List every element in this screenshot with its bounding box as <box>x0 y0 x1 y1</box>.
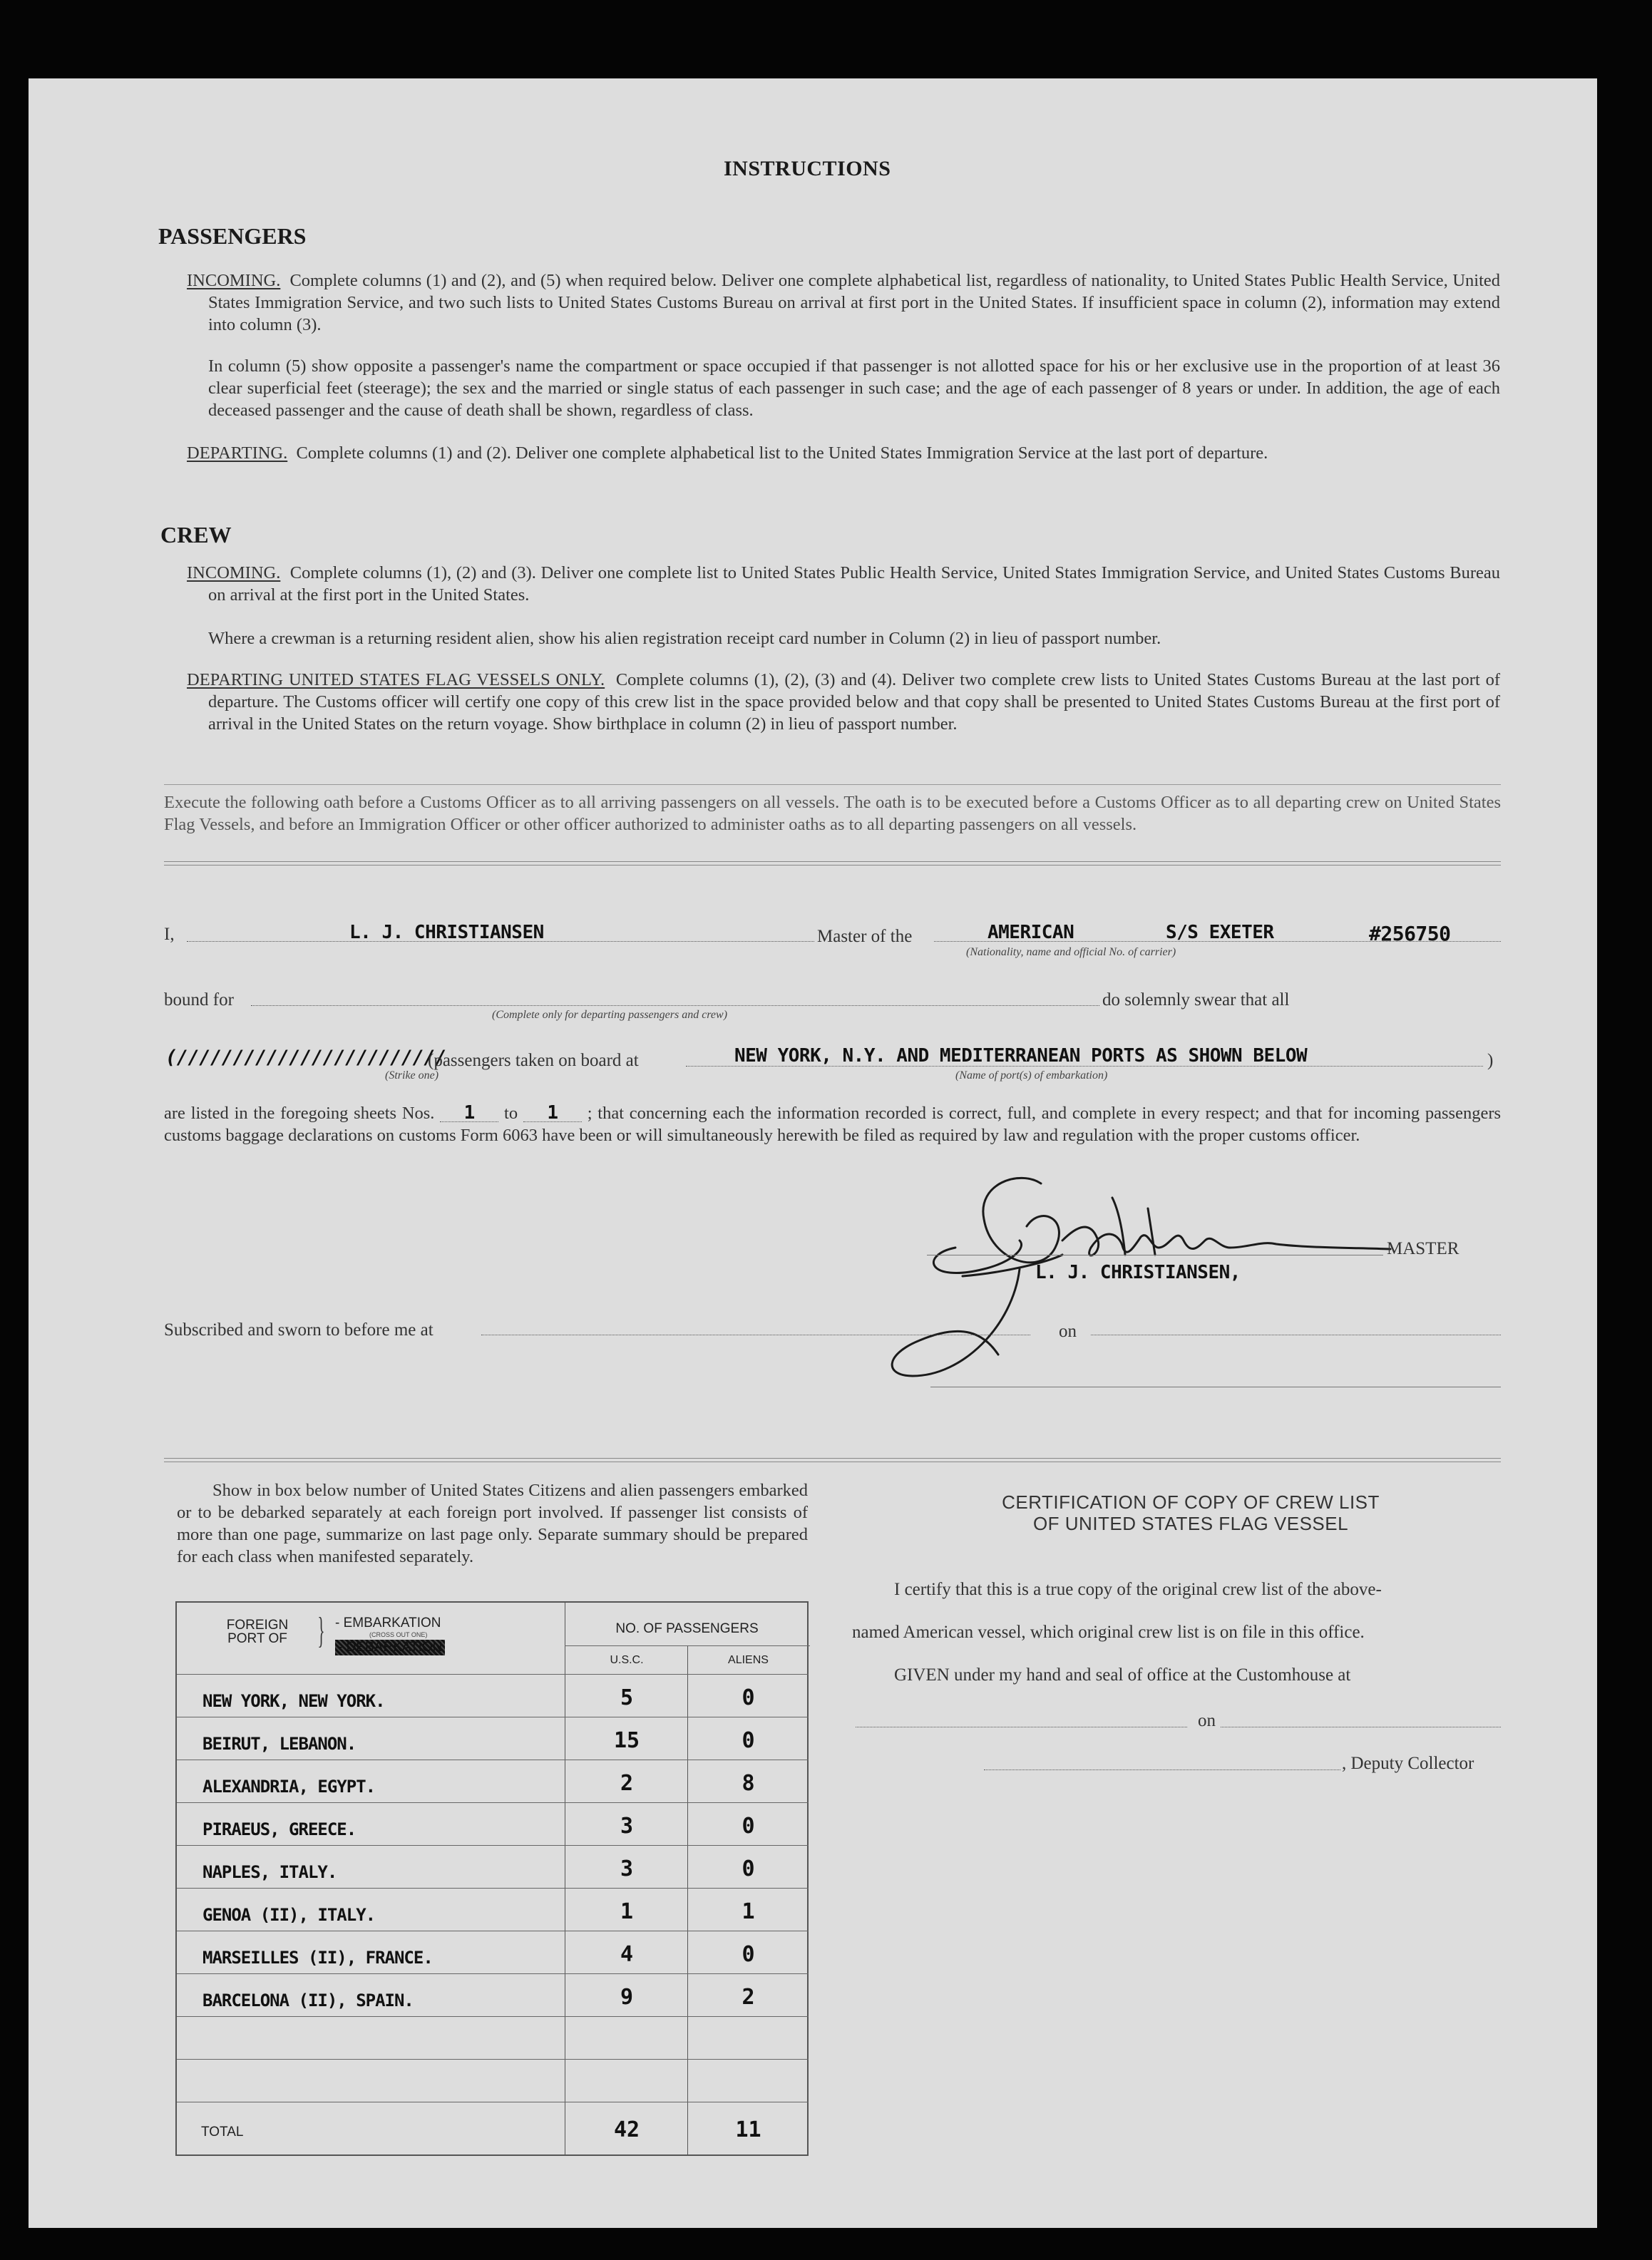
table-row-port: PIRAEUS, GREECE. <box>202 1819 356 1839</box>
summary-note: Show in box below number of United States Citizens and alien passengers embarked or to be debarked separately at each foreign port involved. If passenger list consists of more than one page, summarize on last page only. Separate summary should be prepared for each class when manifested separately. <box>177 1481 808 1566</box>
crew-incoming-label: INCOMING. <box>187 563 281 582</box>
table-row-line <box>177 1973 809 1974</box>
embarkation-ports-value: NEW YORK, N.Y. AND MEDITERRANEAN PORTS AS SHOWN BELOW <box>734 1045 1308 1067</box>
table-header-divider <box>565 1645 810 1646</box>
bound-for-label: bound for <box>164 990 234 1010</box>
sheet-from-value: 1 <box>440 1104 498 1122</box>
passengers-incoming-text: Complete columns (1) and (2), and (5) when required below. Deliver one complete alphabetical list, regardless of nationality, to United States Public Health Service, United States Immigration Service, and two such lists to United States Customs Bureau on arrival at first port in the United States. If insufficient space in column (2), information may extend into column (3). <box>208 271 1500 334</box>
table-row-aliens: 0 <box>742 1685 755 1710</box>
crew-departing-paragraph <box>187 669 1500 735</box>
close-paren: ) <box>1487 1051 1494 1070</box>
total-aliens-value: 11 <box>735 2117 761 2142</box>
oath-intro-paragraph: Execute the following oath before a Customs Officer as to all arriving passengers on all vessels. The oath is to be executed before a Customs Officer as to all departing crew on United States Flag Vessels, and before an Immigration Officer or other officer authorized to administer oaths as to all departing passengers on all vessels. <box>164 793 1501 834</box>
double-divider <box>164 861 1501 866</box>
table-row-usc: 5 <box>620 1685 634 1710</box>
swear-label: do solemnly swear that all <box>1102 990 1290 1010</box>
sheet-to-value: 1 <box>523 1104 582 1122</box>
table-row-port: BARCELONA (II), SPAIN. <box>202 1991 414 2010</box>
total-label: TOTAL <box>201 2125 244 2140</box>
deputy-collector-label: , Deputy Collector <box>1342 1754 1474 1773</box>
certification-title-2: OF UNITED STATES FLAG VESSEL <box>1032 1513 1349 1534</box>
listed-paragraph <box>164 1102 1501 1146</box>
table-row-usc: 1 <box>620 1899 634 1924</box>
divider <box>164 784 1501 785</box>
i-label: I, <box>164 925 175 944</box>
passengers-taken-label: (passengers taken on board at <box>428 1051 639 1070</box>
table-row-aliens: 0 <box>742 1814 755 1839</box>
table-row-line <box>177 2016 809 2017</box>
crew-heading: CREW <box>160 522 232 548</box>
subscribed-on-label: on <box>1059 1322 1077 1341</box>
foreign-port-of-label: FOREIGN PORT OF <box>226 1618 289 1646</box>
crew-resident-paragraph: Where a crewman is a returning resident alien, show his alien registration receipt card number in Column (2) in lieu of passport number. <box>208 629 1161 648</box>
table-row-line <box>177 2059 809 2060</box>
table-row-line <box>177 1845 809 1846</box>
table-row-port: ALEXANDRIA, EGYPT. <box>202 1777 376 1797</box>
subscribed-label: Subscribed and sworn to before me at <box>164 1320 433 1340</box>
aliens-header: ALIENS <box>728 1654 769 1666</box>
table-row-line <box>177 1888 809 1889</box>
cross-out-label: (CROSS OUT ONE) <box>369 1631 428 1638</box>
table-row-aliens: 8 <box>742 1771 755 1796</box>
nationality-value: AMERICAN <box>987 922 1074 943</box>
table-row-usc: 4 <box>620 1942 634 1967</box>
passengers-departing-text: Complete columns (1) and (2). Deliver one complete alphabetical list to the United States Immigration Service at the last port of departure. <box>296 443 1268 463</box>
table-row-usc: 2 <box>620 1771 634 1796</box>
table-row-usc: 3 <box>620 1856 634 1881</box>
embarkation-label: - EMBARKATION <box>335 1616 441 1630</box>
certification-line-1: I certify that this is a true copy of the original crew list of the above- <box>894 1580 1382 1599</box>
struck-crew-text: (//////////////////////// <box>165 1047 446 1069</box>
no-of-passengers-header: NO. OF PASSENGERS <box>615 1621 759 1636</box>
table-row-usc: 15 <box>613 1728 640 1753</box>
table-row-aliens: 0 <box>742 1942 755 1967</box>
crew-departing-label: DEPARTING UNITED STATES FLAG VESSELS ONLY. <box>187 670 605 689</box>
crew-departing-text: Complete columns (1), (2), (3) and (4). Deliver two complete crew lists to United States Customs Bureau at the last port of departure. The Customs officer will certify one copy of this crew list in the space provided below and that copy shall be presented to United States Customs Bureau at the first port of arrival in the United States on the return voyage. Show birthplace in column (2) in lieu of passport number. <box>208 670 1500 734</box>
master-label: MASTER <box>1387 1239 1459 1258</box>
table-row-aliens: 0 <box>742 1728 755 1753</box>
brace-icon: } <box>317 1611 325 1651</box>
vessel-name-value: S/S EXETER <box>1166 922 1274 943</box>
double-divider-2 <box>164 1458 1501 1462</box>
certification-line-3: GIVEN under my hand and seal of office at the Customhouse at <box>894 1665 1351 1685</box>
carrier-caption: (Nationality, name and official No. of carrier) <box>966 946 1176 958</box>
passenger-summary-table <box>175 1601 809 2156</box>
usc-header: U.S.C. <box>610 1654 644 1666</box>
passengers-incoming-label: INCOMING. <box>187 271 281 290</box>
typed-signature-value: L. J. CHRISTIANSEN, <box>1035 1262 1241 1283</box>
table-row-usc: 9 <box>620 1985 634 2010</box>
table-row-port: GENOA (II), ITALY. <box>202 1905 376 1925</box>
certification-line-2: named American vessel, which original crew list is on file in this office. <box>852 1623 1365 1642</box>
strike-one-caption: (Strike one) <box>385 1069 439 1082</box>
crew-incoming-paragraph <box>187 562 1500 606</box>
form-page <box>29 78 1597 2228</box>
to-label: to <box>504 1104 518 1123</box>
official-number-value: #256750 <box>1369 922 1451 945</box>
bound-for-caption: (Complete only for departing passengers and crew) <box>492 1009 728 1021</box>
table-row-aliens: 1 <box>742 1899 755 1924</box>
passengers-heading: PASSENGERS <box>158 223 307 249</box>
table-row-port: BEIRUT, LEBANON. <box>202 1734 356 1754</box>
listed-label: are listed in the foregoing sheets Nos. <box>164 1104 435 1123</box>
crew-incoming-text: Complete columns (1), (2) and (3). Deliver one complete list to United States Public Health Service, United States Immigration Service, and United States Customs Bureau on arrival at the first port in the United States. <box>208 563 1501 605</box>
table-row-usc: 3 <box>620 1814 634 1839</box>
certification-on-label: on <box>1198 1711 1216 1730</box>
debarkation-struck-label: - DEBARKATION <box>335 1640 445 1655</box>
table-row-aliens: 2 <box>742 1985 755 2010</box>
bound-for-line <box>251 1005 1099 1006</box>
listed-rest-text: ; that concerning each the information recorded is correct, full, and complete in every respect; and that for incoming passengers customs baggage declarations on customs Form 6063 have been or will simultaneously herewith be filed as required by law and regulation with the proper customs officer. <box>164 1104 1502 1145</box>
passengers-departing-paragraph <box>187 442 1500 464</box>
master-name-value: L. J. CHRISTIANSEN <box>349 922 544 943</box>
certification-title-1: CERTIFICATION OF COPY OF CREW LIST <box>1002 1491 1380 1513</box>
table-row-line <box>177 1802 809 1803</box>
table-row-port: MARSEILLES (II), FRANCE. <box>202 1948 433 1968</box>
total-usc-value: 42 <box>613 2117 640 2142</box>
table-header-bottom <box>177 1674 809 1675</box>
passengers-incoming-paragraph <box>187 269 1500 336</box>
table-row-aliens: 0 <box>742 1856 755 1881</box>
table-row-port: NAPLES, ITALY. <box>202 1862 337 1882</box>
passengers-departing-label: DEPARTING. <box>187 443 288 463</box>
table-row-port: NEW YORK, NEW YORK. <box>202 1691 385 1711</box>
passengers-column5-paragraph: In column (5) show opposite a passenger's name the compartment or space occupied if that passenger is not allotted space for his or her exclusive use in the proportion of at least 36 clear superficial feet (steerage); the sex and the married or single status of each passenger in such case; and the age of each passenger of 8 years or under. In addition, the age of each deceased passenger and the cause of death shall be shown, regardless of class. <box>208 356 1500 420</box>
master-of-label: Master of the <box>817 927 913 946</box>
embarkation-caption: (Name of port(s) of embarkation) <box>955 1069 1108 1082</box>
page-title: INSTRUCTIONS <box>724 157 891 180</box>
